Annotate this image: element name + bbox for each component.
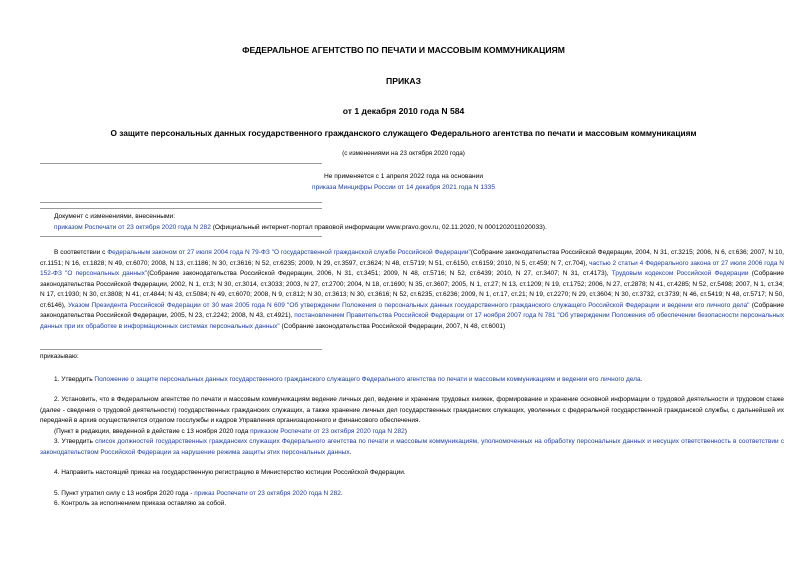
item-2 (40, 395, 784, 427)
document-title: О защите персональных данных государственного гражданского служащего Федерального агентства по печати и массовым коммуникациям (110, 128, 697, 138)
item-text: 5. Пункт утратил силу с 13 ноября 2020 года - (54, 490, 195, 497)
divider (40, 208, 322, 209)
notice-link[interactable]: приказа Минцифры России от 14 декабря 2021 года N 1335 (312, 183, 495, 191)
item-text: 3. Утвердить (54, 438, 96, 445)
item-text: . (349, 448, 352, 456)
agency-heading: ФЕДЕРАЛЬНОЕ АГЕНТСТВО ПО ПЕЧАТИ И МАССОВЫМ КОММУНИКАЦИЯМ (242, 45, 565, 55)
preamble-text: (Собрание законодательства Российской Федерации, 2005, N 23, ст.2242; 2008, N 43, ст.4921), (40, 301, 784, 319)
item-4 (40, 468, 784, 479)
preamble-text: (Собрание законодательства Российской Федерации, 2006, N 31, ст.3451; 2009, N 48, ст.5716; N 52, ст.6439; 2010, N 27, ст.3407; N 31, ст.4173), (147, 270, 612, 277)
preamble-text: В соответствии с (54, 249, 108, 256)
divider (40, 236, 322, 237)
orders-word: приказываю: (40, 353, 79, 360)
amendment-block (54, 212, 774, 234)
president-decree-link[interactable]: Указом Президента Российской Федерации от 30 мая 2005 года N 609 "Об утверждении Положения о персональных данных государственного гражданского служащего Российской Федерации и ведении его личного дела" (67, 301, 750, 309)
law-152fz-link[interactable]: частью 2 статьи 4 Федерального закона от 27 июля 2006 года N 152-ФЗ "О персональных данных" (40, 259, 784, 277)
order-date-number: от 1 декабря 2010 года N 584 (342, 106, 465, 116)
divider (40, 202, 322, 203)
item-text: 6. Контроль за исполнением приказа оставляю за собой. (54, 500, 227, 507)
order-heading: ПРИКАЗ (386, 76, 421, 86)
item-text: 1. Утвердить (54, 376, 95, 383)
law-79fz-link[interactable]: Федеральным законом от 27 июля 2004 года N 79-ФЗ "О государственной гражданской службе Российской Федерации" (107, 249, 471, 256)
government-resolution-link[interactable]: постановлением Правительства Российской Федерации от 17 ноября 2007 года N 781 "Об утверждении Положения об обеспечении безопасности персональных данных при их обработке в информационных системах персональных данных" (40, 312, 784, 330)
labor-code-link[interactable]: Трудовым кодексом Российской Федерации (611, 270, 749, 277)
item-3 (40, 437, 784, 458)
amendment-source: (Официальный интернет-портал правовой информации www.pravo.gov.ru, 02.11.2020, N 0001202011020033). (210, 223, 547, 231)
note-text: ) (404, 428, 407, 435)
changes-note: (с изменениями на 23 октября 2020 года) (342, 150, 465, 157)
notice-text: Не применяется с 1 апреля 2022 года на основании (323, 173, 484, 180)
preamble-text: (Собрание законодательства Российской Федерации, 2004, N 31, ст.3215; 2006, N 6, ст.636; 2007, N 10, ст.1151; N 16, ст.1828; N 49, ст.6070; 2008, N 13, ст.1186; N 30, ст.3616; N 52, ст.6235; 2009, N 29, ст.3597, ст.3624; N 48, ст.5719; N 51, ст.6150, ст.6159; 2010, N 5, ст.459; N 7, ст.704), (40, 249, 784, 267)
amendment-link[interactable]: приказом Роспечати от 23 октября 2020 года N 282 (54, 223, 211, 231)
item-text: . (640, 376, 643, 383)
preamble-text: (Собрание законодательства Российской Федерации, 2007, N 48, ст.6001) (279, 322, 506, 330)
preamble-text: (Собрание законодательства Российской Федерации, 2002, N 1, ст.3; N 30, ст.3014, ст.3033; 2003, N 27, ст.2700; 2004, N 18, ст.1690; N 35, ст.3607; 2005, N 1, ст.27; N 13, ст.1209; N 19, ст.1752; 2006, N 27, ст.2878; N 41, ст.4285; N 52, ст.5498; 2007, N 1, ст.34; N 17, ст.1930; N 30, ст.3808; N 41, ст.4844; N 43, ст.5084; N 49, ст.6070; 2008, N 9, ст.812; N 30, ст.3613; N 30, ст.3616; N 52, ст.6235, ст.6236; 2009, N 1, ст.17, ст.21; N 19, ст.2270; N 29, ст.3604; N 30, ст.3732, ст.3739; N 46, ст.5419; N 48, ст.5717; N 50, ст.6146), (40, 270, 784, 309)
item-5 (40, 489, 784, 500)
item-text: 2. Установить, что в Федеральном агентстве по печати и массовым коммуникациям ведение личных дел, ведение и хранение трудовых книжек, формирование и хранение основной информации о трудовой деятельности и трудовом стаже (далее - сведения о трудовой деятельности) государственных гражданских служащих, а также хранение личных дел государственных гражданских служащих, уволенных с федеральной государственной гражданской службы, с дальнейшей их передачей в архив осуществляется отделом госслужбы и кадров Управления организационного и финансового обеспечения. (40, 396, 784, 424)
item-1 (40, 375, 784, 386)
positions-list-link[interactable]: список должностей государственных гражданских служащих Федерального агентства по печати и массовым коммуникациям, уполномоченных на обработку персональных данных и несущих ответственность в соответствии с законодательством Российской Федерации за нарушение режима защиты этих персональных данных (40, 438, 785, 456)
preamble-paragraph (40, 248, 784, 332)
item-6 (40, 499, 784, 510)
divider (40, 163, 322, 164)
notice-block (0, 172, 807, 194)
item-text: 4. Направить настоящий приказ на государственную регистрацию в Министерство юстиции Российской Федерации. (54, 469, 406, 476)
divider (40, 349, 322, 350)
amendment-label: Документ с изменениями, внесенными: (54, 213, 176, 220)
amendment-note-link[interactable]: приказом Роспечати от 23 октября 2020 года N 282 (250, 428, 405, 435)
repeal-order-link[interactable]: приказ Роспечати от 23 октября 2020 года N 282 (194, 490, 341, 497)
item-text: . (340, 490, 343, 497)
regulation-link[interactable]: Положение о защите персональных данных государственного гражданского служащего Федерального агентства по печати и массовым коммуникациям и ведении его личного дела (94, 376, 641, 383)
note-text: (Пункт в редакции, введенной в действие с 13 ноября 2020 года (54, 428, 251, 435)
item-2-note (40, 427, 784, 438)
